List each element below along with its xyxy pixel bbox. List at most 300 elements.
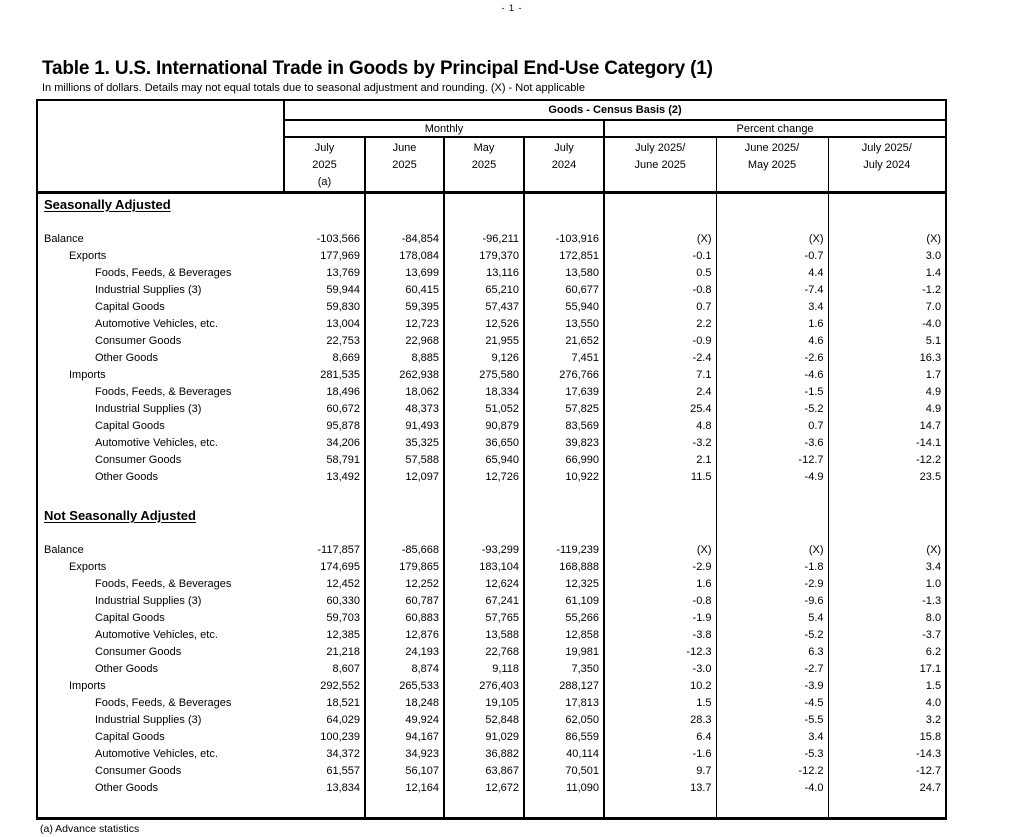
cell-value: 1.6 <box>604 576 716 593</box>
row-label: Industrial Supplies (3) <box>95 595 202 607</box>
page-number: - 1 - <box>501 3 523 13</box>
empty-cell <box>604 193 716 218</box>
cell-value: (X) <box>926 233 942 245</box>
cell-value: -5.2 <box>716 401 828 418</box>
spacer-row <box>37 797 946 818</box>
cell-value: 276,766 <box>524 367 604 384</box>
cell-value: -3.8 <box>604 627 716 644</box>
table-row <box>37 418 946 435</box>
cell-value: 12,325 <box>524 576 604 593</box>
table-row <box>37 661 946 678</box>
cell-value: 11.5 <box>604 469 716 486</box>
cell-value: 13.7 <box>604 780 716 797</box>
cell-value: 3.2 <box>925 714 942 726</box>
cell-value: 60,677 <box>524 282 604 299</box>
cell-value: 6.3 <box>716 644 828 661</box>
spacer-row <box>37 486 946 505</box>
footnote-advance-statistics: (a) Advance statistics <box>40 822 140 835</box>
row-label: Other Goods <box>95 352 158 364</box>
table-row <box>37 299 946 316</box>
cell-value: 16.3 <box>919 352 942 364</box>
cell-value: -12.2 <box>716 763 828 780</box>
cell-value: 10,922 <box>524 469 604 486</box>
cell-value: -3.7 <box>922 629 942 641</box>
table-row <box>37 333 946 350</box>
section-title: Not Seasonally Adjusted <box>44 508 196 523</box>
empty-cell <box>828 528 946 542</box>
row-label: Balance <box>44 544 84 556</box>
table-row <box>37 678 946 695</box>
cell-value: -84,854 <box>365 231 444 248</box>
cell-value: 265,533 <box>365 678 444 695</box>
cell-value: 22,968 <box>365 333 444 350</box>
empty-cell <box>365 486 444 505</box>
cell-value: 3.4 <box>716 729 828 746</box>
row-label: Imports <box>69 369 106 381</box>
cell-value: 22,753 <box>284 333 365 350</box>
cell-value: -9.6 <box>716 593 828 610</box>
cell-value: -0.1 <box>604 248 716 265</box>
cell-value: -119,239 <box>524 542 604 559</box>
empty-cell <box>716 217 828 231</box>
group-header-row <box>37 100 946 120</box>
cell-value: 262,938 <box>365 367 444 384</box>
cell-value: 12,726 <box>444 469 524 486</box>
cell-value: -5.3 <box>716 746 828 763</box>
cell-value: 60,787 <box>365 593 444 610</box>
table-row <box>37 282 946 299</box>
cell-value: -5.5 <box>716 712 828 729</box>
cell-value: 12,385 <box>284 627 365 644</box>
table-row <box>37 435 946 452</box>
cell-value: 19,105 <box>444 695 524 712</box>
cell-value: 0.5 <box>604 265 716 282</box>
cell-value: -117,857 <box>284 542 365 559</box>
cell-value: 63,867 <box>444 763 524 780</box>
cell-value: 58,791 <box>284 452 365 469</box>
cell-value: 61,557 <box>284 763 365 780</box>
cell-value: 55,266 <box>524 610 604 627</box>
row-label: Industrial Supplies (3) <box>95 714 202 726</box>
cell-value: 4.9 <box>925 386 942 398</box>
cell-value: 10.2 <box>604 678 716 695</box>
table-subtitle: In millions of dollars. Details may not equal totals due to seasonal adjustment and rounding. (X) - Not applicable <box>42 82 585 94</box>
empty-cell <box>284 505 365 528</box>
cell-value: -1.2 <box>922 284 942 296</box>
cell-value: 6.4 <box>604 729 716 746</box>
cell-value: 3.0 <box>925 250 942 262</box>
empty-cell <box>365 193 444 218</box>
cell-value: -2.7 <box>716 661 828 678</box>
cell-value: -14.3 <box>916 748 942 760</box>
empty-cell <box>37 797 284 818</box>
row-label: Imports <box>69 680 106 692</box>
cell-value: 57,765 <box>444 610 524 627</box>
cell-value: 13,004 <box>284 316 365 333</box>
cell-value: -4.9 <box>716 469 828 486</box>
cell-value: -0.8 <box>604 282 716 299</box>
table-row <box>37 644 946 661</box>
cell-value: 7.0 <box>925 301 942 313</box>
cell-value: -1.8 <box>716 559 828 576</box>
empty-cell <box>365 505 444 528</box>
row-label: Automotive Vehicles, etc. <box>95 437 218 449</box>
row-label: Automotive Vehicles, etc. <box>95 629 218 641</box>
cell-value: 13,116 <box>444 265 524 282</box>
cell-value: (X) <box>716 542 828 559</box>
row-label: Automotive Vehicles, etc. <box>95 318 218 330</box>
empty-cell <box>284 797 365 818</box>
cell-value: 12,526 <box>444 316 524 333</box>
cell-value: (X) <box>926 544 942 556</box>
section-title-cell <box>37 193 284 218</box>
table-row <box>37 265 946 282</box>
cell-value: (X) <box>716 231 828 248</box>
cell-value: -12.2 <box>916 454 942 466</box>
cell-value: -96,211 <box>444 231 524 248</box>
empty-cell <box>365 217 444 231</box>
cell-value: -3.2 <box>604 435 716 452</box>
cell-value: 292,552 <box>284 678 365 695</box>
table-row <box>37 469 946 486</box>
cell-value: (X) <box>604 542 716 559</box>
cell-value: -12.7 <box>916 765 942 777</box>
column-header: June 2025/ May 2025 <box>716 137 828 193</box>
table-header <box>37 100 946 193</box>
cell-value: 4.6 <box>716 333 828 350</box>
cell-value: 17.1 <box>919 663 942 675</box>
cell-value: 4.0 <box>925 697 942 709</box>
table-row <box>37 763 946 780</box>
cell-value: 1.0 <box>925 578 942 590</box>
cell-value: 275,580 <box>444 367 524 384</box>
cell-value: 4.4 <box>716 265 828 282</box>
row-label: Industrial Supplies (3) <box>95 284 202 296</box>
cell-value: -4.5 <box>716 695 828 712</box>
empty-cell <box>524 486 604 505</box>
cell-value: 21,955 <box>444 333 524 350</box>
cell-value: 1.5 <box>604 695 716 712</box>
cell-value: 12,252 <box>365 576 444 593</box>
cell-value: 2.2 <box>604 316 716 333</box>
cell-value: -12.7 <box>716 452 828 469</box>
cell-value: -0.8 <box>604 593 716 610</box>
row-label: Foods, Feeds, & Beverages <box>95 697 232 709</box>
table-row <box>37 401 946 418</box>
cell-value: 11,090 <box>524 780 604 797</box>
table-row <box>37 231 946 248</box>
spacer-row <box>37 217 946 231</box>
cell-value: -2.4 <box>604 350 716 367</box>
cell-value: 177,969 <box>284 248 365 265</box>
cell-value: 52,848 <box>444 712 524 729</box>
cell-value: -1.3 <box>922 595 942 607</box>
cell-value: 179,865 <box>365 559 444 576</box>
cell-value: 59,944 <box>284 282 365 299</box>
cell-value: 24.7 <box>919 782 942 794</box>
cell-value: 14.7 <box>919 420 942 432</box>
empty-cell <box>828 797 946 818</box>
row-label: Foods, Feeds, & Beverages <box>95 267 232 279</box>
cell-value: 12,858 <box>524 627 604 644</box>
cell-value: 83,569 <box>524 418 604 435</box>
row-label: Capital Goods <box>95 420 165 432</box>
cell-value: -1.5 <box>716 384 828 401</box>
cell-value: -14.1 <box>916 437 942 449</box>
cell-value: 66,990 <box>524 452 604 469</box>
cell-value: 8,607 <box>284 661 365 678</box>
cell-value: 3.4 <box>925 561 942 573</box>
cell-value: 60,330 <box>284 593 365 610</box>
cell-value: 57,588 <box>365 452 444 469</box>
empty-cell <box>716 797 828 818</box>
cell-value: 60,672 <box>284 401 365 418</box>
cell-value: 1.5 <box>925 680 942 692</box>
monthly-group-header: Monthly <box>284 120 604 137</box>
section-header-row <box>37 505 946 528</box>
empty-cell <box>716 486 828 505</box>
empty-cell <box>284 193 365 218</box>
cell-value: 61,109 <box>524 593 604 610</box>
cell-value: -2.9 <box>604 559 716 576</box>
cell-value: 0.7 <box>716 418 828 435</box>
section-header-row <box>37 193 946 218</box>
cell-value: 12,452 <box>284 576 365 593</box>
column-header: July 2025 (a) <box>284 137 365 193</box>
cell-value: -0.7 <box>716 248 828 265</box>
table-row <box>37 610 946 627</box>
cell-value: 21,652 <box>524 333 604 350</box>
cell-value: 7.1 <box>604 367 716 384</box>
cell-value: 12,164 <box>365 780 444 797</box>
empty-cell <box>37 217 284 231</box>
row-label: Consumer Goods <box>95 765 182 777</box>
cell-value: 18,334 <box>444 384 524 401</box>
empty-cell <box>524 505 604 528</box>
cell-value: 25.4 <box>604 401 716 418</box>
cell-value: 65,940 <box>444 452 524 469</box>
page-content <box>36 58 945 835</box>
empty-cell <box>604 217 716 231</box>
row-label: Other Goods <box>95 663 158 675</box>
cell-value: 34,372 <box>284 746 365 763</box>
cell-value: 49,924 <box>365 712 444 729</box>
cell-value: 12,876 <box>365 627 444 644</box>
empty-cell <box>524 797 604 818</box>
cell-value: 2.1 <box>604 452 716 469</box>
cell-value: -93,299 <box>444 542 524 559</box>
table-row <box>37 316 946 333</box>
table-row <box>37 593 946 610</box>
empty-cell <box>365 797 444 818</box>
cell-value: 28.3 <box>604 712 716 729</box>
trade-data-table <box>36 99 947 820</box>
table-row <box>37 384 946 401</box>
empty-cell <box>365 528 444 542</box>
empty-cell <box>37 486 284 505</box>
cell-value: 40,114 <box>524 746 604 763</box>
empty-cell <box>604 486 716 505</box>
cell-value: -7.4 <box>716 282 828 299</box>
cell-value: 34,923 <box>365 746 444 763</box>
spacer-row <box>37 528 946 542</box>
cell-value: 9.7 <box>604 763 716 780</box>
empty-cell <box>444 528 524 542</box>
section-title-cell <box>37 505 284 528</box>
empty-cell <box>524 528 604 542</box>
row-label: Industrial Supplies (3) <box>95 403 202 415</box>
cell-value: 91,029 <box>444 729 524 746</box>
cell-value: 21,218 <box>284 644 365 661</box>
cell-value: 62,050 <box>524 712 604 729</box>
table-row <box>37 350 946 367</box>
row-label: Automotive Vehicles, etc. <box>95 748 218 760</box>
cell-value: 13,492 <box>284 469 365 486</box>
cell-value: -2.6 <box>716 350 828 367</box>
empty-cell <box>284 217 365 231</box>
cell-value: 5.4 <box>716 610 828 627</box>
cell-value: 70,501 <box>524 763 604 780</box>
cell-value: 100,239 <box>284 729 365 746</box>
cell-value: 281,535 <box>284 367 365 384</box>
table-row <box>37 712 946 729</box>
cell-value: 35,325 <box>365 435 444 452</box>
empty-cell <box>284 486 365 505</box>
cell-value: 56,107 <box>365 763 444 780</box>
corner-cell <box>37 100 284 193</box>
cell-value: 59,703 <box>284 610 365 627</box>
cell-value: -1.9 <box>604 610 716 627</box>
cell-value: 179,370 <box>444 248 524 265</box>
empty-cell <box>716 505 828 528</box>
cell-value: 8,669 <box>284 350 365 367</box>
empty-cell <box>828 486 946 505</box>
empty-cell <box>828 505 946 528</box>
cell-value: -5.2 <box>716 627 828 644</box>
cell-value: 183,104 <box>444 559 524 576</box>
cell-value: 12,097 <box>365 469 444 486</box>
cell-value: 288,127 <box>524 678 604 695</box>
cell-value: 57,437 <box>444 299 524 316</box>
cell-value: 168,888 <box>524 559 604 576</box>
table-row <box>37 729 946 746</box>
row-label: Other Goods <box>95 471 158 483</box>
cell-value: 13,769 <box>284 265 365 282</box>
cell-value: -3.9 <box>716 678 828 695</box>
row-label: Other Goods <box>95 782 158 794</box>
cell-value: 7,451 <box>524 350 604 367</box>
empty-cell <box>284 528 365 542</box>
cell-value: 1.6 <box>716 316 828 333</box>
row-label: Exports <box>69 561 107 573</box>
column-header: July 2024 <box>524 137 604 193</box>
row-label: Balance <box>44 233 84 245</box>
cell-value: 17,639 <box>524 384 604 401</box>
cell-value: 22,768 <box>444 644 524 661</box>
cell-value: 2.4 <box>604 384 716 401</box>
empty-cell <box>444 505 524 528</box>
cell-value: 8.0 <box>925 612 942 624</box>
empty-cell <box>828 217 946 231</box>
cell-value: 12,723 <box>365 316 444 333</box>
row-label: Exports <box>69 250 107 262</box>
cell-value: 13,550 <box>524 316 604 333</box>
cell-value: 13,699 <box>365 265 444 282</box>
table-body <box>37 193 946 819</box>
cell-value: -85,668 <box>365 542 444 559</box>
cell-value: 64,029 <box>284 712 365 729</box>
cell-value: 12,672 <box>444 780 524 797</box>
empty-cell <box>524 217 604 231</box>
table-row <box>37 695 946 712</box>
cell-value: 8,874 <box>365 661 444 678</box>
cell-value: 59,395 <box>365 299 444 316</box>
empty-cell <box>716 528 828 542</box>
row-label: Capital Goods <box>95 612 165 624</box>
row-label: Foods, Feeds, & Beverages <box>95 578 232 590</box>
table-row <box>37 559 946 576</box>
cell-value: 18,248 <box>365 695 444 712</box>
cell-value: -0.9 <box>604 333 716 350</box>
percent-change-group-header: Percent change <box>604 120 946 137</box>
column-header: June 2025 <box>365 137 444 193</box>
cell-value: 39,823 <box>524 435 604 452</box>
empty-cell <box>604 528 716 542</box>
section-title: Seasonally Adjusted <box>44 197 171 212</box>
cell-value: 13,588 <box>444 627 524 644</box>
cell-value: 18,521 <box>284 695 365 712</box>
cell-value: 276,403 <box>444 678 524 695</box>
cell-value: 13,834 <box>284 780 365 797</box>
cell-value: 91,493 <box>365 418 444 435</box>
cell-value: 6.2 <box>925 646 942 658</box>
cell-value: 57,825 <box>524 401 604 418</box>
cell-value: 55,940 <box>524 299 604 316</box>
row-label: Consumer Goods <box>95 646 182 658</box>
cell-value: 9,126 <box>444 350 524 367</box>
cell-value: 15.8 <box>919 731 942 743</box>
cell-value: 174,695 <box>284 559 365 576</box>
cell-value: 0.7 <box>604 299 716 316</box>
cell-value: -4.0 <box>922 318 942 330</box>
table-row <box>37 627 946 644</box>
table-row <box>37 248 946 265</box>
cell-value: 90,879 <box>444 418 524 435</box>
column-header: July 2025/ July 2024 <box>828 137 946 193</box>
cell-value: 8,885 <box>365 350 444 367</box>
empty-cell <box>37 528 284 542</box>
table-row <box>37 367 946 384</box>
cell-value: -103,916 <box>524 231 604 248</box>
cell-value: 7,350 <box>524 661 604 678</box>
empty-cell <box>604 505 716 528</box>
row-label: Foods, Feeds, & Beverages <box>95 386 232 398</box>
cell-value: 59,830 <box>284 299 365 316</box>
table-row <box>37 746 946 763</box>
cell-value: 95,878 <box>284 418 365 435</box>
cell-value: 1.7 <box>925 369 942 381</box>
empty-cell <box>444 193 524 218</box>
table-row <box>37 576 946 593</box>
column-header: May 2025 <box>444 137 524 193</box>
cell-value: 4.9 <box>925 403 942 415</box>
cell-value: -103,566 <box>284 231 365 248</box>
cell-value: 13,580 <box>524 265 604 282</box>
cell-value: 65,210 <box>444 282 524 299</box>
cell-value: -3.0 <box>604 661 716 678</box>
cell-value: 178,084 <box>365 248 444 265</box>
column-header: July 2025/ June 2025 <box>604 137 716 193</box>
